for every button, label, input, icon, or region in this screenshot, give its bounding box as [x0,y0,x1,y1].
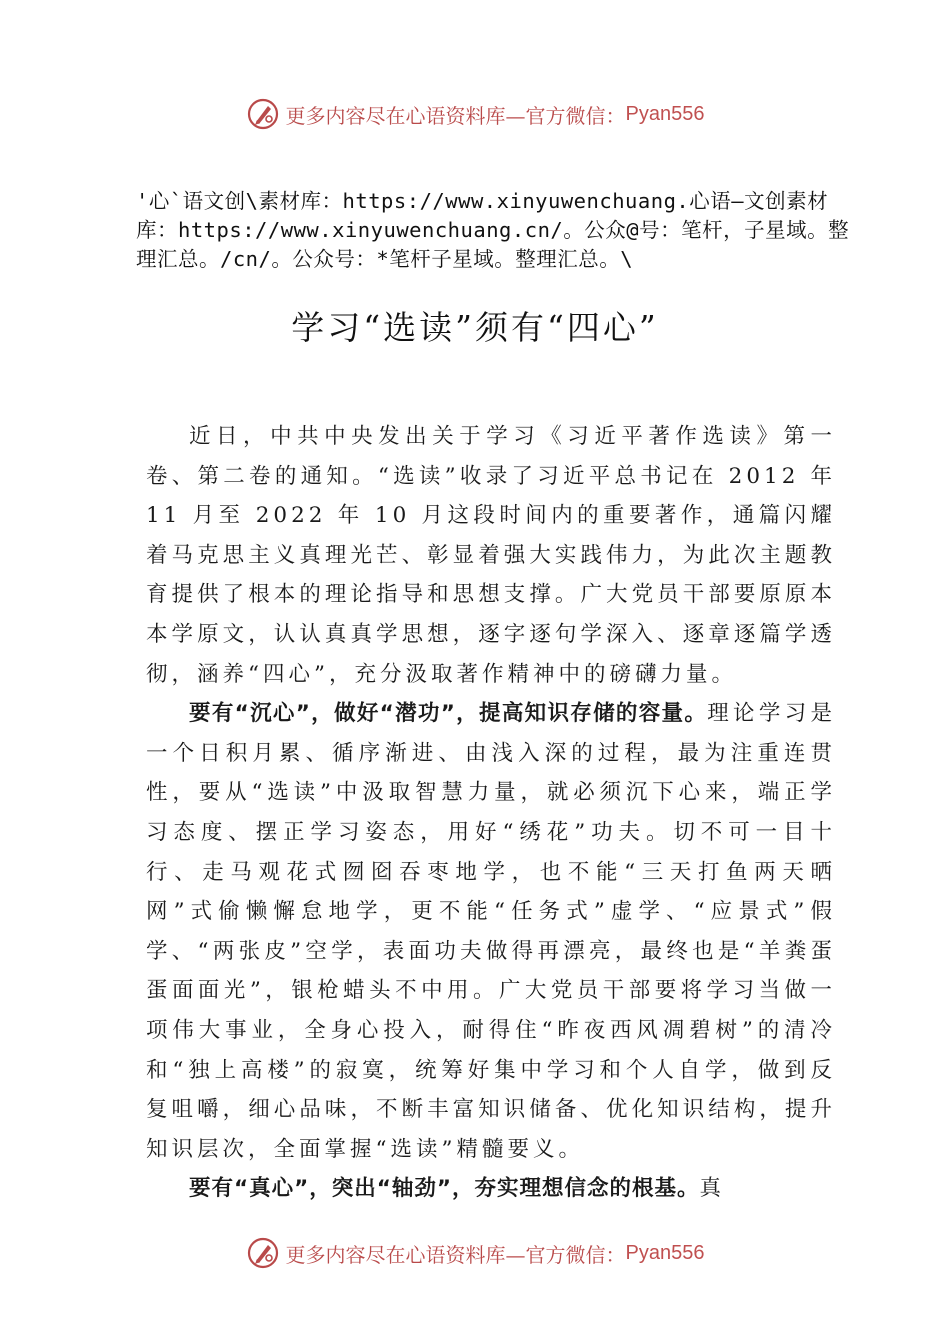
watermark-banner-bottom [0,1233,950,1273]
watermark-wechat-id: Pyan556 [625,102,705,125]
watermark-text: 更多内容尽在心语资料库—官方微信： [285,1242,626,1267]
watermark-banner-top [0,94,950,134]
paragraph-text: 近日，中共中央发出关于学习《习近平著作选读》第一卷、第二卷的通知。“选读”收录了习近平总书记在 2012 年 11 月至 2022 年 10 月这段时间内的重要著作，通篇闪耀着马克思主义真理光芒、彰显着强大实践伟力，为此次主题教育提供了根本的理论指导和思想支撑。广大党员干部要原原本本学原文，认认真真学思想，逐字逐句学深入、逐章逐篇学透彻，涵养“四心”，充分汲取著作精神中的磅礴力量。 [146,424,836,687]
paragraph [146,694,836,1169]
pen-logo-icon [246,97,280,131]
paragraph-lead: 要有“真心”，突出“轴劲”，夯实理想信念的根基。 [189,1176,700,1202]
paragraph-text: 真 [699,1176,726,1202]
watermark-text: 更多内容尽在心语资料库—官方微信： [285,103,626,128]
watermark-wechat-id: Pyan556 [625,1241,705,1264]
article-title: 学习“选读”须有“四心” [291,308,659,347]
paragraph-lead: 要有“沉心”，做好“潜功”，提高知识存储的容量。 [189,701,708,727]
article-body [146,417,836,1209]
paragraph [146,1169,836,1209]
paragraph-text: 理论学习是一个日积月累、循序渐进、由浅入深的过程，最为注重连贯性，要从“选读”中汲取智慧力量，就必须沉下心来，端正学习态度、摆正学习姿态，用好“绣花”功夫。切不可一目十行、走马观花式囫囵吞枣地学，也不能“三天打鱼两天晒网”式偷懒懈怠地学，更不能“任务式”虚学、“应景式”假学、“两张皮”空学，表面功夫做得再漂亮，最终也是“羊粪蛋蛋面面光”，银枪蜡头不中用。广大党员干部要将学习当做一项伟大事业，全身心投入，耐得住“昨夜西风凋碧树”的清冷和“独上高楼”的寂寞，统筹好集中学习和个人自学，做到反复咀嚼，细心品味，不断丰富知识储备、优化知识结构，提升知识层次，全面掌握“选读”精髓要义。 [146,701,836,1162]
paragraph [146,417,836,694]
source-note: '心`语文创\素材库：https://www.xinyuwenchuang.心语—文创素材库：https://www.xinyuwenchuang.cn/。公众@号：笔杆，子星域。整理汇总。/cn/。公众号：*笔杆子星域。整理汇总。\ [136,189,850,271]
pen-logo-icon [246,1236,280,1270]
